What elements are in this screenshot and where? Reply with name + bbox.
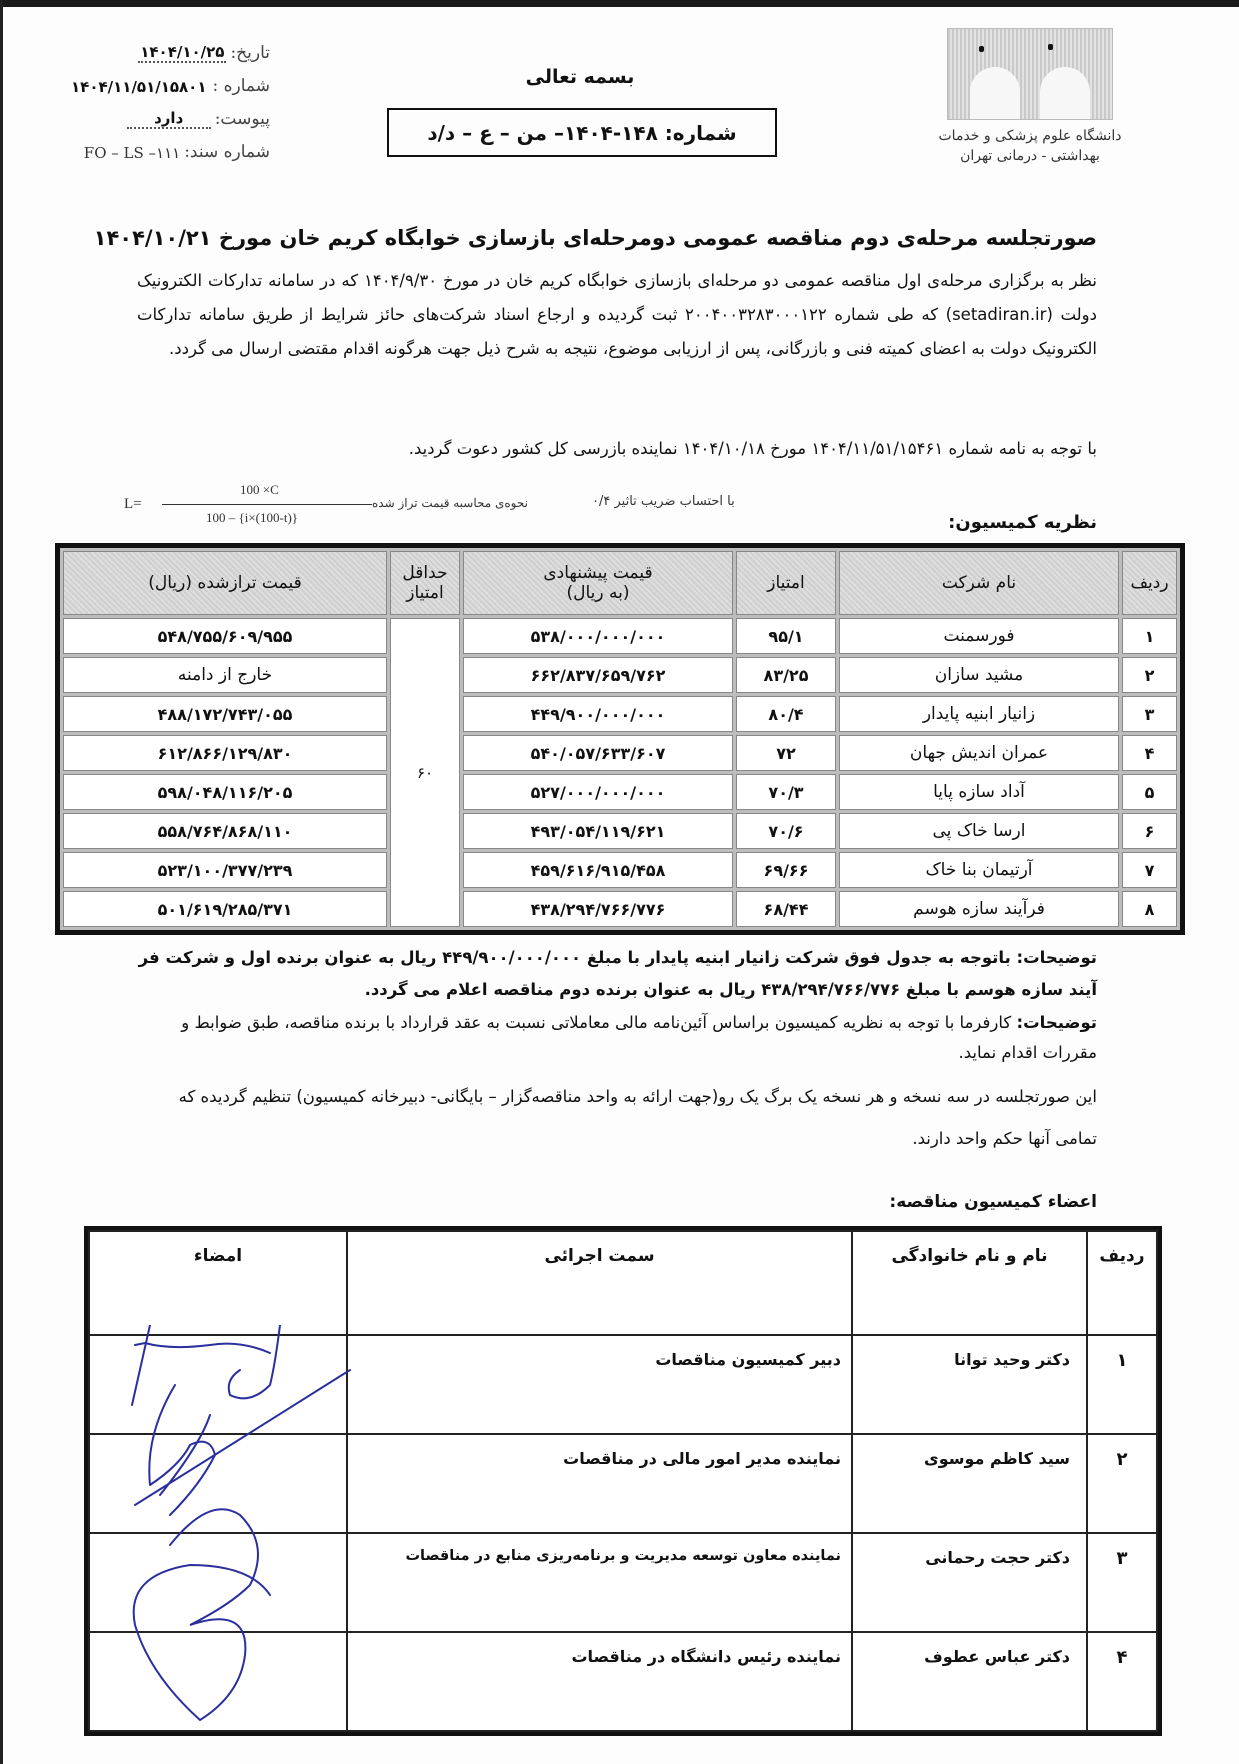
results-table [55,543,1185,935]
min-score-line2: امتیاز [406,583,444,603]
members-table [84,1226,1162,1736]
university-name-line2: بهداشتی - درمانی تهران [960,148,1100,164]
member-row [89,1632,1157,1731]
col-header-signature: امضاء [89,1231,347,1335]
member-role: نماینده مدیر امور مالی در مناقصات [347,1434,852,1533]
employer-note [137,1008,1097,1068]
members-title: اعضاء کمیسیون مناقصه: [889,1192,1097,1212]
table-row [63,813,1177,849]
member-signature-cell [89,1434,347,1533]
date-row [40,30,270,63]
logo-arch-left [970,67,1020,119]
table-row [63,774,1177,810]
bismillah: بسمه تعالی [525,66,635,88]
cell-row-number: ۲ [1122,657,1177,693]
cell-company: فورسمنت [839,618,1119,654]
col-header-row-number: ردیف [1087,1231,1157,1335]
offered-price-line2: (به ریال) [566,583,630,603]
logo-arch-right [1040,67,1090,119]
cell-row-number: ۳ [1122,696,1177,732]
number-row [40,63,270,96]
member-role: دبیر کمیسیون مناقصات [347,1335,852,1434]
members-table-grid [88,1230,1158,1732]
doc-number-label: شماره سند: [184,142,270,162]
results-header-row [63,551,1177,615]
col-header-min-score [390,551,460,615]
leveled-price-formula [120,482,380,532]
table-row [63,891,1177,927]
cell-score: ۸۳/۲۵ [736,657,836,693]
member-row-number: ۳ [1087,1533,1157,1632]
member-signature-cell [89,1335,347,1434]
attachment-label: پیوست: [214,109,270,129]
cell-company: فرآیند سازه هوسم [839,891,1119,927]
cell-price: ۴۳۸/۲۹۴/۷۶۶/۷۷۶ [463,891,733,927]
cell-company: مشید سازان [839,657,1119,693]
col-header-company: نام شرکت [839,551,1119,615]
cell-row-number: ۵ [1122,774,1177,810]
col-header-role: سمت اجرائی [347,1231,852,1335]
cell-row-number: ۷ [1122,852,1177,888]
col-header-leveled-price: قیمت ترازشده (ریال) [63,551,387,615]
cell-row-number: ۴ [1122,735,1177,771]
university-logo [947,28,1113,120]
notes-section [137,942,1097,1160]
offered-price-line1: قیمت پیشنهادی [543,563,653,583]
member-row-number: ۲ [1087,1434,1157,1533]
member-row [89,1335,1157,1434]
cell-price: ۶۶۲/۸۳۷/۶۵۹/۷۶۲ [463,657,733,693]
cell-leveled-price: ۵۰۱/۶۱۹/۲۸۵/۳۷۱ [63,891,387,927]
date-value: ۱۴۰۴/۱۰/۲۵ [140,43,225,61]
logo-dot-right [1048,44,1053,50]
intro-text: نظر به برگزاری مرحله‌ی اول مناقصه عمومی دو مرحله‌ای بازسازی خوابگاه کریم خان در مورخ ۱۴۰۴/۹/۳۰ که در سامانه تدارکات الکترونیک دولت (setadiran.ir) که طی شماره ۲۰۰۴۰۰۳۲۸۳۰۰۰۱۲۲ ثبت گردیده و ارجاع اسناد شرکت‌های حائز شرایط از طریق سامانه تدارکات الکترونیک دولت به اعضای کمیته فنی و بازرگانی، پس از ارزیابی موضوع، نتیجه به شرح ذیل جهت هرگونه اقدام مقتضی ارسال می گردد. [137,271,1098,358]
member-row-number: ۴ [1087,1632,1157,1731]
cell-score: ۸۰/۴ [736,696,836,732]
members-header-row [89,1231,1157,1335]
cell-leveled-price: خارج از دامنه [63,657,387,693]
member-row [89,1434,1157,1533]
logo-dot-left [979,46,984,52]
cell-score: ۶۸/۴۴ [736,891,836,927]
cell-min-score: ۶۰ [390,618,460,927]
letter-meta [40,30,270,162]
university-name-line1: دانشگاه علوم پزشکی و خدمات [938,128,1122,144]
cell-row-number: ۶ [1122,813,1177,849]
employer-note-label: توضیحات: [1016,1013,1097,1032]
coefficient-note: با احتساب ضریب تاثیر ۰/۴ [592,494,735,509]
cell-company: عمران اندیش جهان [839,735,1119,771]
number-value: ۱۴۰۴/۱۱/۵۱/۱۵۸۰۱ [71,78,207,96]
formula-numerator: 100 ×C [240,482,279,497]
cell-price: ۵۴۰/۰۵۷/۶۳۳/۶۰۷ [463,735,733,771]
reference-number-box: شماره: ۱۴۸-۱۴۰۴– من – ع – د/د [387,108,777,157]
cell-company: آرتیمان بنا خاک [839,852,1119,888]
member-name: دکتر وحید توانا [852,1335,1087,1434]
inspector-paragraph [137,432,1097,466]
col-header-score: امتیاز [736,551,836,615]
cell-score: ۷۰/۶ [736,813,836,849]
col-header-full-name: نام و نام خانوادگی [852,1231,1087,1335]
table-row [63,696,1177,732]
table-row [63,852,1177,888]
scan-edge-left [0,0,3,1764]
member-name: دکتر حجت رحمانی [852,1533,1087,1632]
col-header-row-number: ردیف [1122,551,1177,615]
minutes-title: صورتجلسه مرحله‌ی دوم مناقصه عمومی دومرحله‌ای بازسازی خوابگاه کریم خان مورخ ۱۴۰۴/۱۰/۲۱ [93,226,1097,250]
member-signature-cell [89,1632,347,1731]
table-row [63,657,1177,693]
inspector-text: با توجه به نامه شماره ۱۴۰۴/۱۱/۵۱/۱۵۴۶۱ مورخ ۱۴۰۴/۱۰/۱۸ نماینده بازرسی کل کشور دعوت گردید. [408,439,1097,458]
member-signature-cell [89,1533,347,1632]
cell-row-number: ۸ [1122,891,1177,927]
cell-leveled-price: ۵۲۳/۱۰۰/۳۷۷/۲۳۹ [63,852,387,888]
cell-price: ۴۴۹/۹۰۰/۰۰۰/۰۰۰ [463,696,733,732]
member-name: سید کاظم موسوی [852,1434,1087,1533]
cell-leveled-price: ۵۴۸/۷۵۵/۶۰۹/۹۵۵ [63,618,387,654]
cell-price: ۵۲۷/۰۰۰/۰۰۰/۰۰۰ [463,774,733,810]
min-score-line1: حداقل [402,563,448,583]
table-row [63,735,1177,771]
cell-company: آداد سازه پایا [839,774,1119,810]
cell-leveled-price: ۵۵۸/۷۶۴/۸۶۸/۱۱۰ [63,813,387,849]
cell-price: ۴۹۳/۰۵۴/۱۱۹/۶۲۱ [463,813,733,849]
cell-company: ارسا خاک پی [839,813,1119,849]
cell-price: ۴۵۹/۶۱۶/۹۱۵/۴۵۸ [463,852,733,888]
employer-note-text: کارفرما با توجه به نظریه کمیسیون براساس آئین‌نامه مالی معاملاتی نسبت به عقد قرارداد با برنده مناقصه، طبق ضوابط و مقررات اقدام نماید. [181,1013,1097,1062]
member-role: نماینده رئیس دانشگاه در مناقصات [347,1632,852,1731]
col-header-offered-price [463,551,733,615]
member-role: نماینده معاون توسعه مدیریت و برنامه‌ریزی منابع در مناقصات [347,1533,852,1632]
doc-number-value: FO – LS –۱۱۱ [83,144,181,162]
cell-score: ۹۵/۱ [736,618,836,654]
number-label: شماره : [212,76,270,96]
cell-score: ۶۹/۶۶ [736,852,836,888]
cell-price: ۵۳۸/۰۰۰/۰۰۰/۰۰۰ [463,618,733,654]
member-name: دکتر عباس عطوف [852,1632,1087,1731]
formula-lhs: L= [124,496,142,512]
cell-company: زانیار ابنیه پایدار [839,696,1119,732]
results-table-grid [60,548,1180,930]
formula-denominator: 100 – {i×(100-t)} [206,510,299,525]
formula-note: نحوه‌ی محاسبه قیمت تراز شده [372,496,528,510]
member-row [89,1533,1157,1632]
cell-score: ۷۲ [736,735,836,771]
university-name [930,126,1130,166]
formula-fraction-bar [162,504,372,505]
table-row [63,618,1177,654]
scan-edge-top [0,0,1239,7]
winners-note: توضیحات: باتوجه به جدول فوق شرکت زانیار ابنیه پایدار با مبلغ ۴۴۹/۹۰۰/۰۰۰/۰۰۰ ریال به عنوان برنده اول و شرکت فر آیند سازه هوسم با مبلغ ۴۳۸/۲۹۴/۷۶۶/۷۷۶ ریال به عنوان برنده دوم مناقصه اعلام می گردد. [138,948,1097,999]
doc-number-row [40,129,270,162]
cell-score: ۷۰/۳ [736,774,836,810]
date-label: تاریخ: [230,43,270,63]
copies-note: این صورتجلسه در سه نسخه و هر نسخه یک برگ یک رو(جهت ارائه به واحد مناقصه‌گزار – بایگانی- دبیرخانه کمیسیون) تنظیم گردیده که تمامی آنها حکم واحد دارند. [178,1087,1097,1148]
cell-leveled-price: ۴۸۸/۱۷۲/۷۴۳/۰۵۵ [63,696,387,732]
attachment-value: دارد [127,109,211,129]
cell-leveled-price: ۵۹۸/۰۴۸/۱۱۶/۲۰۵ [63,774,387,810]
cell-leveled-price: ۶۱۲/۸۶۶/۱۲۹/۸۳۰ [63,735,387,771]
attachment-row [40,96,270,129]
member-row-number: ۱ [1087,1335,1157,1434]
commission-opinion-title: نظریه کمیسیون: [948,512,1097,533]
intro-paragraph [137,264,1097,366]
cell-row-number: ۱ [1122,618,1177,654]
